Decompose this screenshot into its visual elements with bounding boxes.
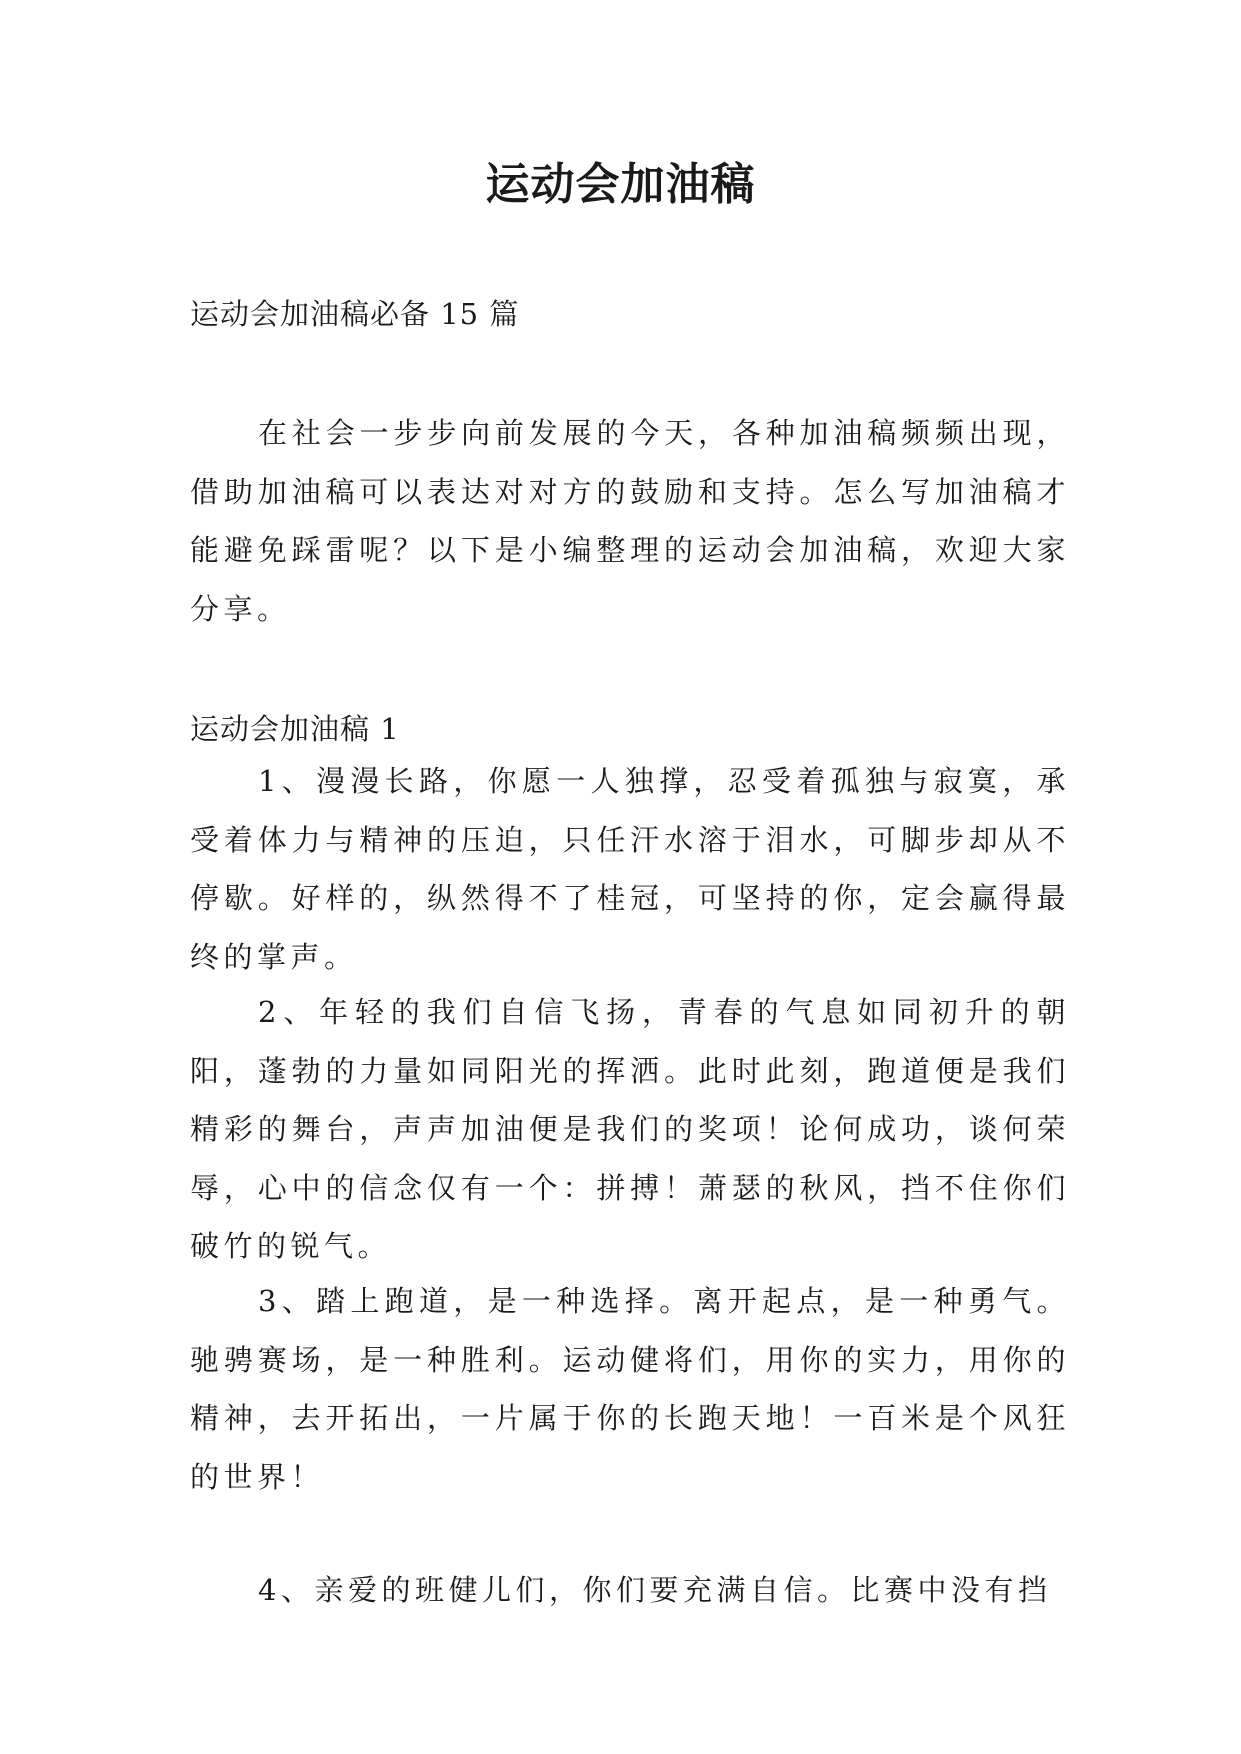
intro-paragraph: 在社会一步步向前发展的今天，各种加油稿频频出现，借助加油稿可以表达对对方的鼓励和支持。怎么写加油稿才能避免踩雷呢？以下是小编整理的运动会加油稿，欢迎大家分享。: [190, 416, 1070, 626]
section-heading: 运动会加油稿 1: [190, 712, 400, 746]
cheer-paragraph-1: 1、漫漫长路，你愿一人独撑，忍受着孤独与寂寞，承受着体力与精神的压迫，只任汗水溶于泪水，可脚步却从不停歇。好样的，纵然得不了桂冠，可坚持的你，定会赢得最终的掌声。: [190, 764, 1070, 974]
cheer-paragraph-2: 2、年轻的我们自信飞扬，青春的气息如同初升的朝阳，蓬勃的力量如同阳光的挥洒。此时此刻，跑道便是我们精彩的舞台，声声加油便是我们的奖项！论何成功，谈何荣辱，心中的信念仅有一个：拼搏！萧瑟的秋风，挡不住你们破竹的锐气。: [190, 995, 1070, 1263]
cheer-paragraph-4: 4、亲爱的班健儿们，你们要充满自信。比赛中没有挡: [258, 1573, 1052, 1607]
document-title: 运动会加油稿: [485, 159, 756, 210]
document-subtitle: 运动会加油稿必备 15 篇: [190, 297, 520, 331]
cheer-paragraph-3: 3、踏上跑道，是一种选择。离开起点，是一种勇气。驰骋赛场，是一种胜利。运动健将们，用你的实力，用你的精神，去开拓出，一片属于你的长跑天地！一百米是个风狂的世界！: [190, 1284, 1070, 1494]
